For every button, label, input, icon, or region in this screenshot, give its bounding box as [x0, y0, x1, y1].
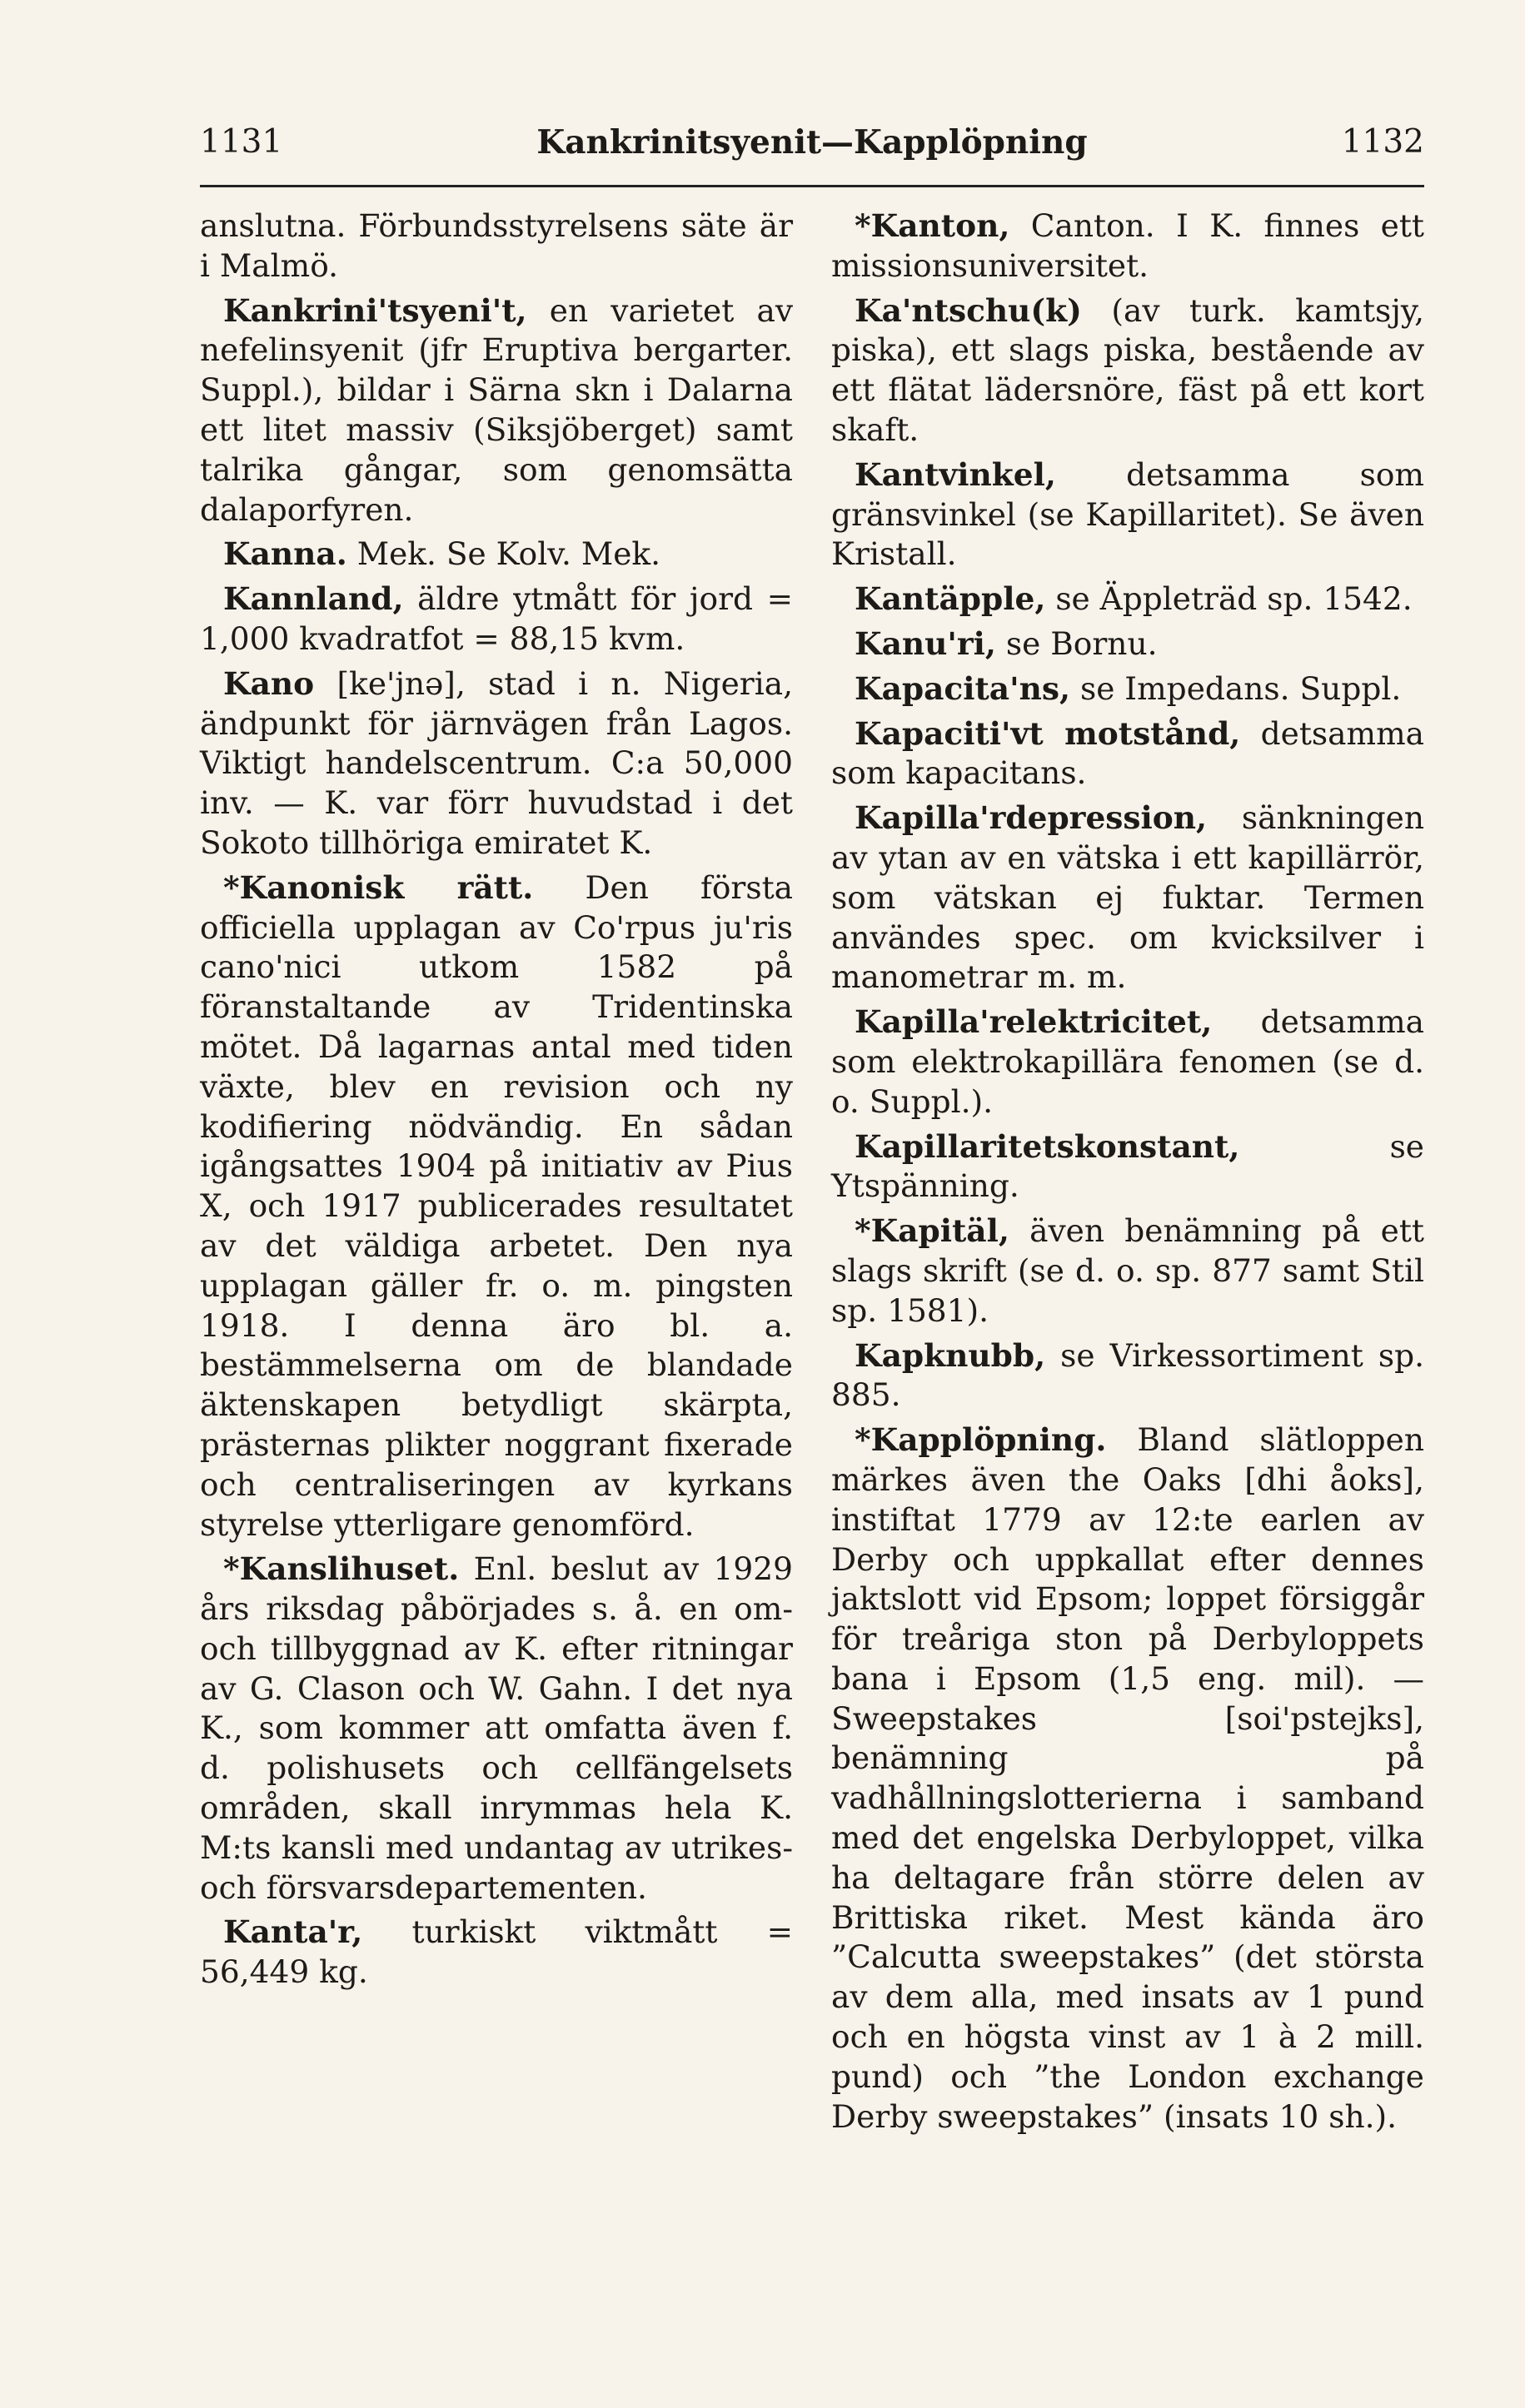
- page-number-right: 1132: [1341, 123, 1424, 161]
- entry-term: Kapacita'ns,: [855, 669, 1071, 707]
- entry-term: Ka'ntschu(k): [855, 291, 1082, 329]
- entry: anslutna. Förbundsstyrelsens säte är i Malmö.: [200, 207, 793, 284]
- entry: [831, 624, 1424, 664]
- entry: [831, 799, 1424, 998]
- entry-text: se Virkessortiment sp. 885.: [831, 1336, 1425, 1414]
- entry-text: Den första officiella upplagan av Co'rpus ju'ris cano'nici utkom 1582 på föranstaltande av Tridentinska mötet. Då lagarnas antal med tiden växte, blev en revision och ny kodifiering nödvändig. En sådan igångsattes 1904 på initiativ av Pius X, och 1917 publicerades resultatet av det väldiga arbetet. Den nya upplagan gäller fr. o. m. pingsten 1918. I denna äro bl. a. bestämmelserna om de blandade äktenskapen betydligt skärpta, prästernas plikter noggrant fixerade och centraliseringen av kyrkans styrelse ytterligare genomförd.: [200, 868, 793, 1543]
- entry-text: se Äppleträd sp. 1542.: [1055, 580, 1413, 618]
- entry-term: Kano: [223, 664, 315, 702]
- entry-text: se Ytspänning.: [831, 1127, 1424, 1205]
- entry: [200, 580, 793, 659]
- entry-term: *Kanslihuset.: [223, 1550, 460, 1588]
- entry-term: Kantvinkel,: [855, 455, 1056, 493]
- right-column: [831, 206, 1424, 2142]
- left-column: [200, 206, 793, 1998]
- entry-text: [ke'jnə], stad i n. Nigeria, ändpunkt för järnvägen från Lagos. Viktigt handelscentrum. C:a 50,000 inv. — K. var förr huvudstad i det Sokoto tillhöriga emiratet K.: [200, 664, 794, 861]
- entry-text: Bland slätloppen märkes även the Oaks [dhi åoks], instiftat 1779 av 12:te earlen av Derby och uppkallat efter dennes jaktslott vid Epsom; loppet försiggår för treåriga ston på Derbyloppets bana i Epsom (1,5 eng. mil). — Sweepstakes [soi'pstejks], benämning på vadhållningslotterierna i samband med det engelska Derbyloppet, vilka ha deltagare från större delen av Brittiska riket. Mest kända äro ”Calcutta sweepstakes” (det största av dem alla, med insats av 1 pund och en högsta vinst av 1 à 2 mill. pund) och ”the London exchange Derby sweepstakes” (insats 10 sh.).: [831, 1421, 1425, 2135]
- page-number-left: 1131: [200, 123, 283, 161]
- header-rule: [200, 185, 1424, 187]
- entry: [831, 1003, 1424, 1122]
- entry: [831, 1127, 1424, 1207]
- entry: [200, 1913, 793, 1993]
- entry: [200, 1550, 793, 1908]
- entry-text: se Impedans. Suppl.: [1079, 669, 1402, 707]
- entry-text: (av turk. kamtsjy, piska), ett slags piska, bestående av ett flätat lädersnöre, fäst på ett kort skaft.: [831, 291, 1425, 448]
- entry-term: Kannland,: [223, 580, 404, 618]
- entry-text: detsamma som gränsvinkel (se Kapillaritet). Se även Kristall.: [831, 455, 1424, 573]
- entry-text: äldre ytmått för jord = 1,000 kvadratfot = 88,15 kvm.: [200, 580, 794, 657]
- entry-text: Canton. I K. finnes ett missionsuniversitet.: [831, 207, 1425, 284]
- entry: [831, 455, 1424, 575]
- entry: [831, 1211, 1424, 1331]
- running-header: [200, 123, 1424, 182]
- entry: [831, 669, 1424, 709]
- entry-text: en varietet av nefelinsyenit (jfr Eruptiva bergarter. Suppl.), bildar i Särna skn i Dalarna ett litet massiv (Siksjöberget) samt talrika gångar, som genomsätta dalaporfyren.: [200, 291, 794, 528]
- entry-term: *Kanton,: [855, 207, 1010, 244]
- entry-term: Kapknubb,: [855, 1336, 1046, 1374]
- entry: [831, 580, 1424, 619]
- entry-term: Kantäpple,: [855, 580, 1046, 618]
- header-title: Kankrinitsyenit—Kapplöpning: [536, 123, 1088, 162]
- entry: [831, 714, 1424, 794]
- entry-term: Kapaciti'vt motstånd,: [855, 714, 1241, 752]
- entry-text: detsamma som kapacitans.: [831, 714, 1424, 792]
- entry: [831, 1336, 1424, 1416]
- entry-term: Kanu'ri,: [855, 624, 996, 662]
- entry: [200, 535, 793, 575]
- entry-term: Kapillaritetskonstant,: [855, 1127, 1240, 1165]
- entry-text: Enl. beslut av 1929 års riksdag påbörjades s. å. en om- och tillbyggnad av K. efter ritningar av G. Clason och W. Gahn. I det nya K., som kommer att omfatta även f. d. polishusets och cellfängelsets områden, skall inrymmas hela K. M:ts kansli med undantag av utrikes- och försvarsdepartementen.: [200, 1550, 793, 1906]
- entry-term: *Kapitäl,: [855, 1212, 1009, 1250]
- entry-term: Kanna.: [223, 535, 347, 573]
- entry-text: se Bornu.: [1005, 624, 1158, 662]
- entry-term: *Kanonisk rätt.: [223, 868, 534, 906]
- entry-text: Mek. Se Kolv. Mek.: [356, 535, 661, 573]
- entry: [831, 206, 1424, 286]
- entry: [831, 1420, 1424, 2137]
- entry-term: Kankrini'tsyeni't,: [223, 291, 527, 329]
- entry-term: *Kapplöpning.: [855, 1421, 1107, 1459]
- entry-text: även benämning på ett slags skrift (se d. o. sp. 877 samt Stil sp. 1581).: [831, 1212, 1424, 1329]
- entry-text: turkiskt viktmått = 56,449 kg.: [200, 1913, 793, 1991]
- entry-term: Kapilla'rdepression,: [855, 799, 1208, 837]
- entry: [200, 664, 793, 863]
- entry-term: Kanta'r,: [223, 1913, 363, 1951]
- entry: [200, 868, 793, 1545]
- entry: [200, 291, 793, 530]
- entry-text: detsamma som elektrokapillära fenomen (se d. o. Suppl.).: [831, 1003, 1424, 1120]
- entry-term: Kapilla'relektricitet,: [855, 1003, 1213, 1041]
- entry: [831, 291, 1424, 450]
- entry-text: sänkningen av ytan av en vätska i ett kapillärrör, som vätskan ej fuktar. Termen användes spec. om kvicksilver i manometrar m. m.: [831, 799, 1424, 996]
